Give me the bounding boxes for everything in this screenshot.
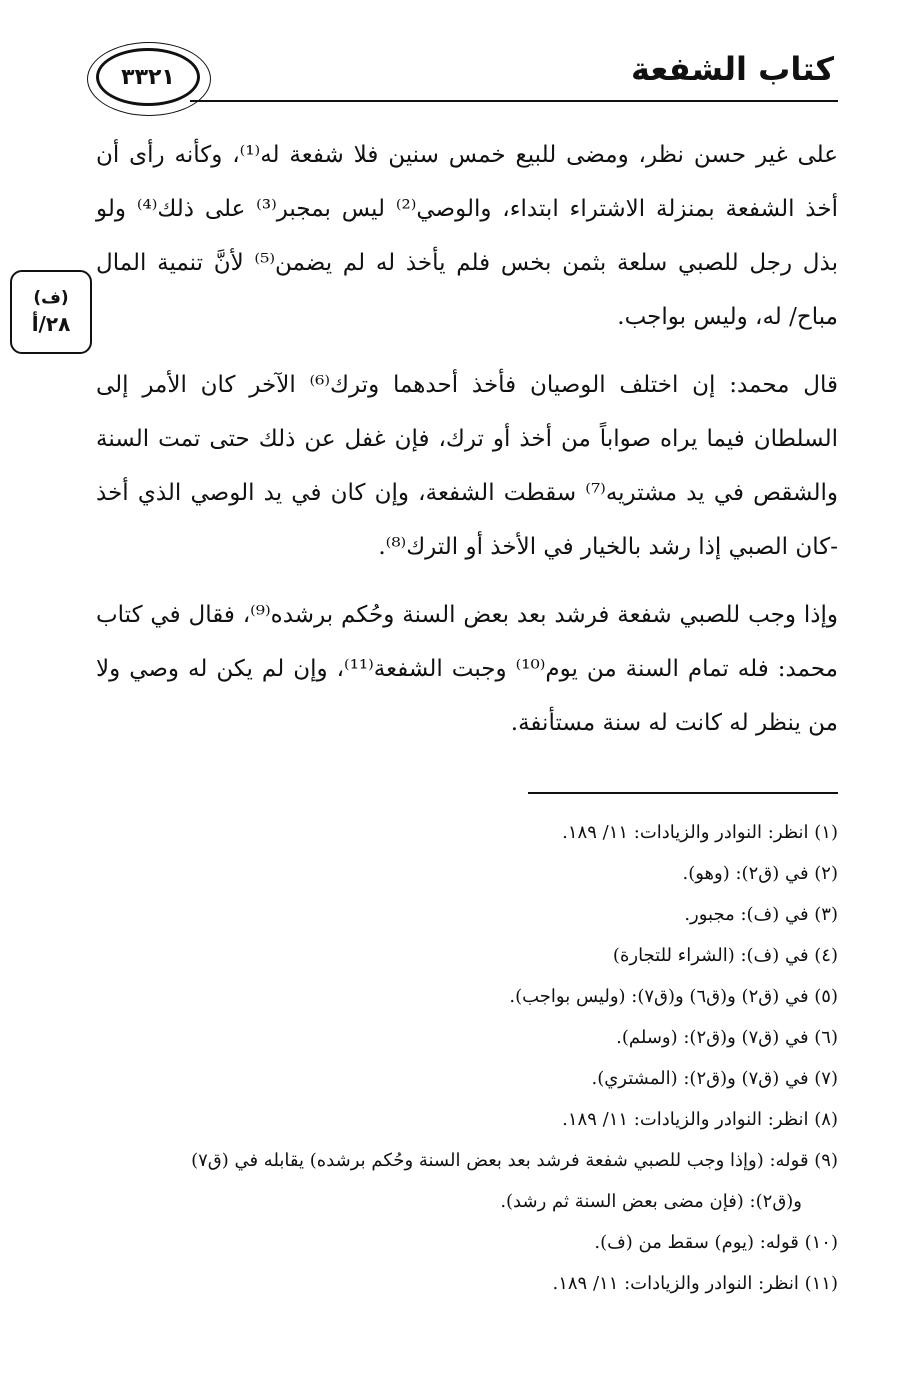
footnote: (٨) انظر: النوادر والزيادات: ١١/ ١٨٩. xyxy=(562,1109,838,1130)
paragraph: وإذا وجب للصبي شفعة فرشد بعد بعض السنة وحُكم برشده⁽⁹⁾، فقال في كتاب محمد: فله تمام السنة من يوم⁽¹⁰⁾ وجبت الشفعة⁽¹¹⁾، وإن لم يكن له وصي ولا من ينظر له كانت له سنة مستأنفة. xyxy=(96,602,839,736)
footnote: (٤) في (ف): (الشراء للتجارة) xyxy=(612,945,838,966)
footnote: (٦) في (ق٧) و(ق٢): (وسلم). xyxy=(616,1027,838,1048)
paragraph: على غير حسن نظر، ومضى للبيع خمس سنين فلا شفعة له⁽¹⁾، وكأنه رأى أن أخذ الشفعة بمنزلة الاشتراء ابتداء، والوصي⁽²⁾ ليس بمجبر⁽³⁾ على ذلك⁽⁴⁾ ولو بذل رجل للصبي سلعة بثمن بخس فلم يأخذ له لم يضمن⁽⁵⁾ لأنَّ تنمية المال مباح/ له، وليس بواجب. xyxy=(96,142,838,330)
page-number: ٣٣٢١ xyxy=(121,64,175,90)
manuscript-code: (ف) xyxy=(33,288,69,308)
footnote: (٥) في (ق٢) و(ق٦) و(ق٧): (وليس بواجب). xyxy=(509,986,838,1007)
footnotes xyxy=(96,812,838,1304)
footnote: (٩) قوله: (وإذا وجب للصبي شفعة فرشد بعد بعض السنة وحُكم برشده) يقابله في (ق٧) xyxy=(191,1150,838,1171)
footnote-separator xyxy=(528,792,838,794)
footnote: (٣) في (ف): مجبور. xyxy=(684,904,838,925)
footnote: (٢) في (ق٢): (وهو). xyxy=(682,863,838,884)
paragraph: قال محمد: إن اختلف الوصيان فأخذ أحدهما وترك⁽⁶⁾ الآخر كان الأمر إلى السلطان فيما يراه صواباً من أخذ أو ترك، فإن غفل عن ذلك حتى تمت السنة والشقص في يد مشتريه⁽⁷⁾ سقطت الشفعة، وإن كان في يد الوصي الذي أخذ -كان الصبي إذا رشد بالخيار في الأخذ أو الترك⁽⁸⁾. xyxy=(96,372,838,560)
main-text xyxy=(96,128,838,764)
page-number-oval xyxy=(96,48,200,106)
footnote: (١) انظر: النوادر والزيادات: ١١/ ١٨٩. xyxy=(562,822,838,843)
manuscript-folio: ٢٨/أ xyxy=(31,312,71,336)
page-header xyxy=(90,42,838,112)
running-title: كتاب الشفعة xyxy=(630,50,834,88)
header-rule xyxy=(190,100,838,102)
footnote-continuation: و(ق٢): (فإن مضى بعض السنة ثم رشد). xyxy=(500,1191,802,1212)
footnote: (١١) انظر: النوادر والزيادات: ١١/ ١٨٩. xyxy=(552,1273,838,1294)
margin-manuscript-reference xyxy=(10,270,92,354)
footnote: (١٠) قوله: (يوم) سقط من (ف). xyxy=(594,1232,838,1253)
footnote: (٧) في (ق٧) و(ق٢): (المشتري). xyxy=(591,1068,838,1089)
